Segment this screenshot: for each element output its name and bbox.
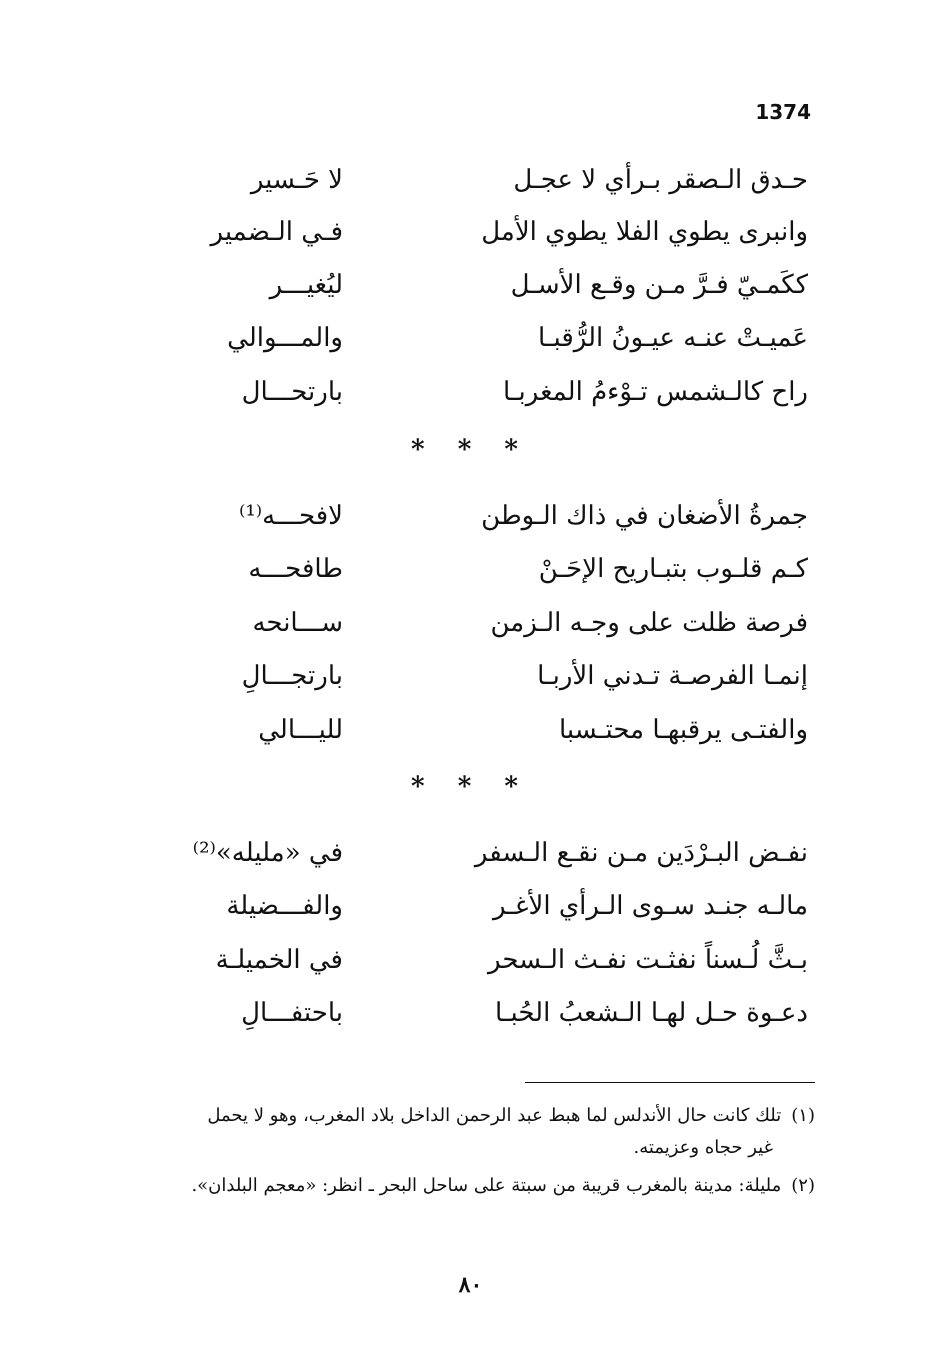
verse-first-hemistich: نفـض البـرْدَين مـن نقـع الـسفر [474,838,808,868]
page-number-top: 1374 [755,100,811,124]
verse-first-hemistich: إنمـا الفرصـة تـدني الأربـا [537,661,808,691]
verse-first-hemistich: عَميـتْ عنـه عيـونُ الرُّقبـا [537,323,808,353]
verse [0,886,941,940]
verse-second-hemistich: والمـــوالي [227,323,343,353]
stanza-separator: * * * [411,435,530,465]
footnote-text: تلك كانت حال الأندلس لما هبط عبد الرحمن الداخل بلاد المغرب، وهو لا يحمل [207,1105,782,1126]
verse-first-hemistich: وانبرى يطوي الفلا يطوي الأمل [481,217,808,247]
verse [0,940,941,994]
verse-second-hemistich: فـي الـضمير [210,217,343,247]
verse [0,160,941,214]
verse-second-hemistich: والفـــضيلة [226,891,343,921]
verse-first-hemistich: راح كالـشمس تـوْءمُ المغربـا [502,377,808,407]
verse-first-hemistich: دعـوة حـل لهـا الـشعبُ الحُبـا [495,998,808,1028]
verse-second-hemistich: ســـانحه [252,608,343,638]
footnote-text-continued: غير حجاه وعزيمته. [633,1137,773,1158]
footnote-1 [105,1100,815,1164]
footnote-2 [105,1170,815,1202]
verse-first-hemistich: حـدق الـصقر بـرأي لا عجـل [513,165,808,195]
verse-second-hemistich: لليـــالي [258,715,343,745]
verse [0,993,941,1047]
verse-first-hemistich: مالـه جنـد سـوى الـرأي الأغـر [492,891,808,921]
verse [0,496,941,550]
verse-first-hemistich: فرصة ظلت على وجـه الـزمن [490,608,808,638]
verse [0,710,941,764]
verse-second-hemistich: لا حَـسير [250,165,343,195]
verse [0,265,941,319]
footnote-text: مليلة: مدينة بالمغرب قريبة من سبتة على ساحل البحر ـ انظر: «معجم البلدان». [191,1175,782,1196]
verse [0,212,941,266]
verse-second-hemistich: ليُغيـــر [269,270,343,300]
verse [0,603,941,657]
verse-second-hemistich: باحتفـــالِ [241,998,343,1028]
footnote-marker: (٢) [791,1175,815,1196]
verse-second-hemistich: في الخميلـة [215,945,343,975]
verse [0,656,941,710]
verse-first-hemistich: ككَمـيّ فـرَّ مـن وقـع الأسـل [510,270,808,300]
verse-second-hemistich: في «مليله»⁽²⁾ [192,838,343,868]
footnotes [105,1100,815,1208]
stanza-separator: * * * [411,772,530,802]
verse-second-hemistich: بارتحـــال [241,377,343,407]
footnote-marker: (١) [791,1105,815,1126]
verse [0,549,941,603]
verse-second-hemistich: طافحـــه [248,554,343,584]
verse-first-hemistich: كـم قلـوب بتبـاريح الإحَـنْ [538,554,808,584]
page-number-bottom: ٨٠ [458,1272,483,1298]
footnote-divider [525,1082,815,1083]
verse [0,833,941,887]
verse-first-hemistich: والفتـى يرقبهـا محتـسبا [558,715,808,745]
verse-second-hemistich: بارتجـــالِ [241,661,343,691]
verse-first-hemistich: بـثَّ لُـسناً نفثـت نفـث الـسحر [488,945,808,975]
verse [0,372,941,426]
verse-first-hemistich: جمرةُ الأضغان في ذاك الـوطن [481,501,808,531]
verse [0,318,941,372]
verse-second-hemistich: لافحـــه⁽¹⁾ [238,501,343,531]
